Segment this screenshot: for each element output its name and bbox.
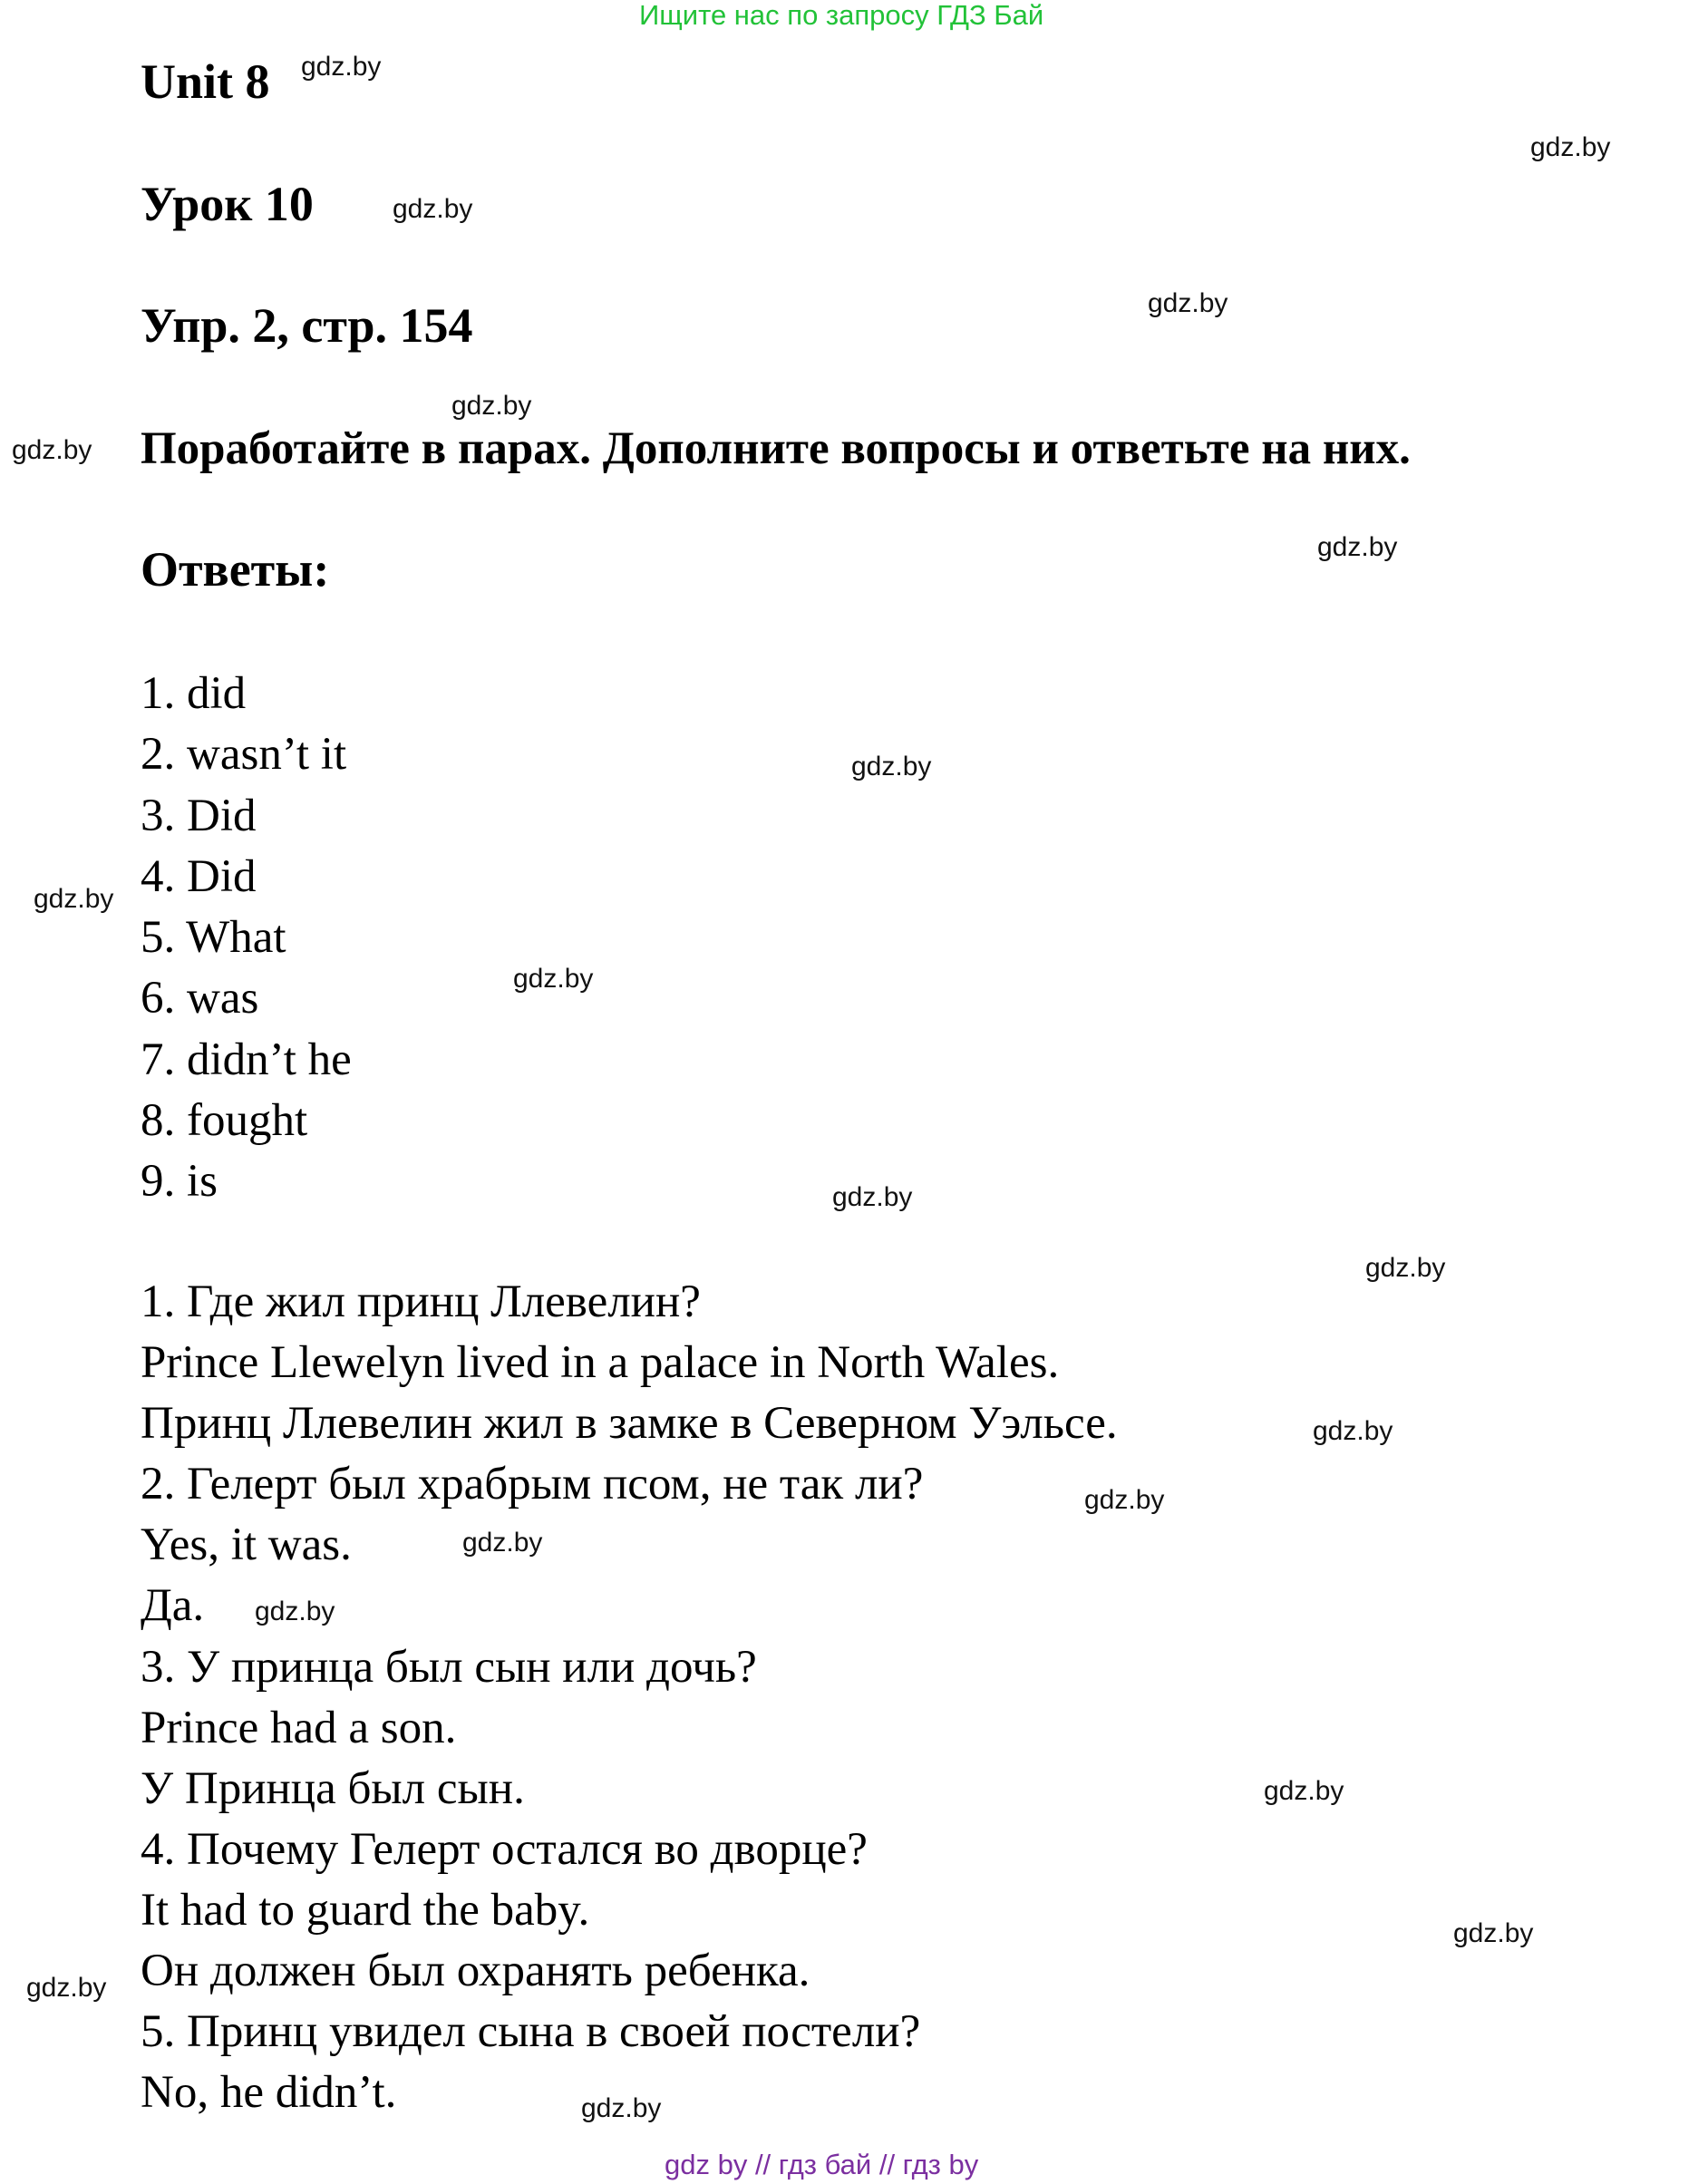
- question-line: 4. Почему Гелерт остался во дворце?: [141, 1823, 868, 1875]
- answer-russian-line: Принц Ллевелин жил в замке в Северном Уэльсе.: [141, 1398, 1118, 1450]
- watermark: gdz.by: [1148, 288, 1228, 318]
- watermark: gdz.by: [581, 2093, 662, 2123]
- question-line: 2. Гелерт был храбрым псом, не так ли?: [141, 1459, 924, 1510]
- answer-english-line: Yes, it was.: [141, 1519, 352, 1571]
- answer-item: 5. What: [141, 912, 286, 964]
- answer-russian-line: Да.: [141, 1580, 205, 1632]
- answers-list: [141, 664, 352, 1213]
- answer-english-line: It had to guard the baby.: [141, 1884, 590, 1936]
- answer-item: 3. Did: [141, 790, 257, 841]
- exercise-title: Упр. 2, стр. 154: [141, 298, 473, 353]
- watermark: gdz.by: [1530, 132, 1611, 162]
- watermark: gdz.by: [1084, 1485, 1165, 1515]
- watermark: gdz.by: [34, 884, 114, 914]
- qa-block: [141, 1272, 1118, 2123]
- lesson-title: Урок 10: [141, 177, 314, 231]
- watermark: gdz.by: [1264, 1776, 1344, 1806]
- watermark: gdz.by: [393, 194, 473, 224]
- top-banner[interactable]: Ищите нас по запросу ГДЗ Бай: [639, 0, 1044, 31]
- answer-russian-line: У Принца был сын.: [141, 1762, 525, 1814]
- watermark: gdz.by: [26, 1973, 107, 2003]
- watermark: gdz.by: [1313, 1416, 1393, 1446]
- question-line: 3. У принца был сын или дочь?: [141, 1641, 757, 1693]
- answer-item: 1. did: [141, 668, 247, 719]
- watermark: gdz.by: [301, 52, 382, 82]
- task-text: Поработайте в парах. Дополните вопросы и ответьте на них.: [141, 423, 1411, 474]
- answer-item: 6. was: [141, 973, 259, 1024]
- answers-heading: Ответы:: [141, 542, 330, 597]
- watermark: gdz.by: [851, 752, 932, 781]
- watermark: gdz.by: [255, 1597, 335, 1626]
- question-line: 1. Где жил принц Ллевелин?: [141, 1276, 701, 1327]
- watermark: gdz.by: [451, 391, 532, 421]
- watermark: gdz.by: [12, 435, 92, 465]
- answer-item: 4. Did: [141, 850, 257, 902]
- answer-english-line: Prince Llewelyn lived in a palace in North Wales.: [141, 1337, 1060, 1389]
- watermark: gdz.by: [1453, 1918, 1534, 1948]
- watermark: gdz.by: [513, 964, 594, 994]
- watermark: gdz.by: [832, 1182, 913, 1212]
- unit-title: Unit 8: [141, 54, 270, 109]
- footer-links[interactable]: gdz by // гдз бай // гдз by: [665, 2149, 979, 2180]
- answer-english-line: Prince had a son.: [141, 1702, 457, 1753]
- answer-item: 8. fought: [141, 1095, 308, 1147]
- answer-english-line: No, he didn’t.: [141, 2067, 397, 2119]
- answer-russian-line: Он должен был охранять ребенка.: [141, 1946, 810, 1997]
- answer-item: 9. is: [141, 1156, 218, 1208]
- answer-item: 2. wasn’t it: [141, 729, 347, 781]
- question-line: 5. Принц увидел сына в своей постели?: [141, 2006, 921, 2058]
- answer-item: 7. didn’t he: [141, 1034, 352, 1085]
- watermark: gdz.by: [1317, 532, 1398, 562]
- watermark: gdz.by: [462, 1528, 543, 1558]
- watermark: gdz.by: [1365, 1253, 1446, 1283]
